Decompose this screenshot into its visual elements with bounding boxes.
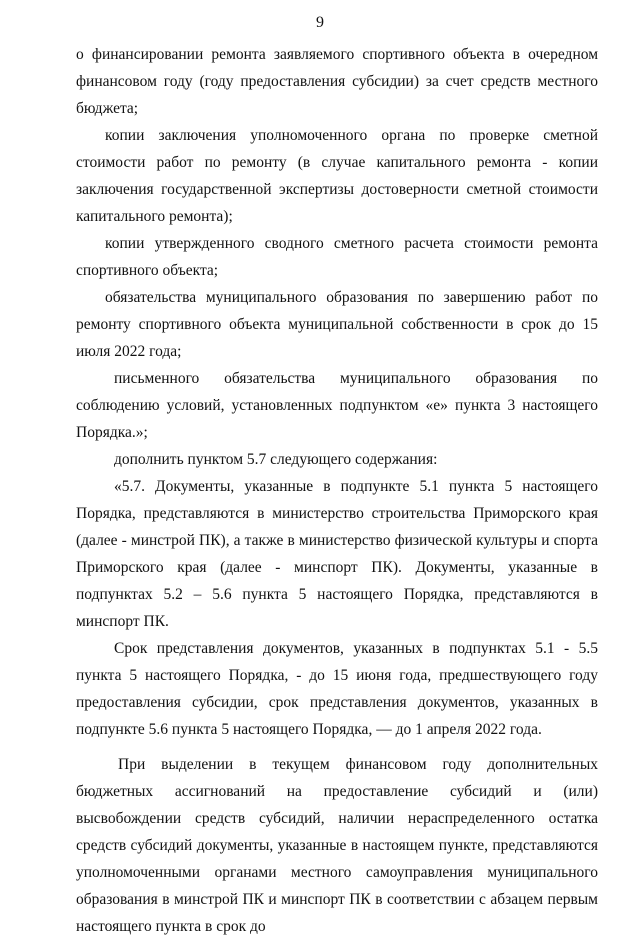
paragraph-add-clause: дополнить пунктом 5.7 следующего содержания: <box>114 451 438 468</box>
paragraph-estimate-copy: копии утвержденного сводного сметного расчета стоимости ремонта спортивного объекта; <box>76 235 598 279</box>
paragraph-additional-allocations: При выделении в текущем финансовом году дополнительных бюджетных ассигнований на предоставление субсидий и (или) высвобождении средств субсидий, наличии нераспределенного остатка средств субсидий документы, указанные в настоящем пункте, представляются уполномоченными органами местного самоуправления муниципального образования в минстрой ПК и минспорт ПК в соответствии с абзацем первым настоящего пункта в срок до <box>76 756 598 935</box>
page-number: 9 <box>316 14 324 31</box>
paragraph-funding: о финансировании ремонта заявляемого спортивного объекта в очередном финансовом году (году предоставления субсидии) за счет средств местного бюджета; <box>76 46 598 117</box>
paragraph-obligations: обязательства муниципального образования по завершению работ по ремонту спортивного объекта муниципальной собственности в срок до 15 июля 2022 года; <box>76 289 598 360</box>
paragraph-clause-5-7: «5.7. Документы, указанные в подпункте 5.1 пункта 5 настоящего Порядка, представляются в министерство строительства Приморского края (далее - минстрой ПК), а также в министерство физической культуры и спорта Приморского края (далее - минспорт ПК). Документы, указанные в подпунктах 5.2 – 5.6 пункта 5 настоящего Порядка, представляются в минспорт ПК. <box>76 478 598 630</box>
paragraph-expert-conclusion: копии заключения уполномоченного органа по проверке сметной стоимости работ по ремонту (в случае капитального ремонта - копии заключения государственной экспертизы достоверности сметной стоимости капитального ремонта); <box>76 127 598 225</box>
document-body <box>76 41 598 940</box>
paragraph-deadlines: Срок представления документов, указанных в подпунктах 5.1 - 5.5 пункта 5 настоящего Порядка, - до 15 июня года, предшествующего году предоставления субсидии, срок представления документов, указанных в подпункте 5.6 пункта 5 настоящего Порядка, — до 1 апреля 2022 года. <box>76 640 598 738</box>
paragraph-written-obligation: письменного обязательства муниципального образования по соблюдению условий, установленных подпунктом «е» пункта 3 настоящего Порядка.»; <box>76 370 598 441</box>
